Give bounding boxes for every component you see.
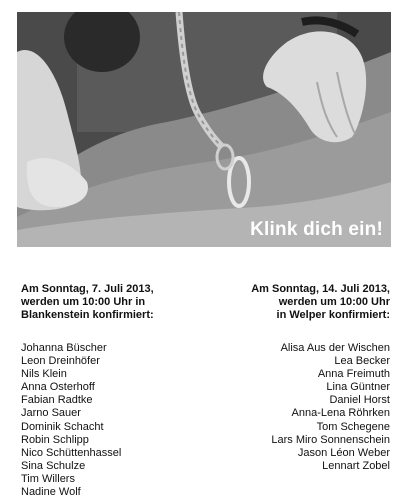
list-item: Fabian Radtke [21,394,93,407]
right-heading [215,283,390,322]
list-item: Robin Schlipp [21,433,89,446]
list-item: Nico Schüttenhassel [21,446,122,459]
list-item: Dominik Schacht [21,420,104,433]
list-item: Lars Miro Sonnenschein [271,433,390,446]
left-column [21,283,196,499]
list-item: Lina Güntner [326,381,390,394]
climbing-photo [17,12,391,247]
list-item: Anna-Lena Röhrken [291,407,390,420]
left-heading [21,283,196,322]
left-heading-line: Am Sonntag, 7. Juli 2013, [21,283,154,295]
right-column [215,283,390,473]
list-item: Tom Schegene [316,420,390,433]
right-name-list [215,342,390,473]
list-item: Jason Léon Weber [297,446,390,459]
list-item: Johanna Büscher [21,342,107,354]
left-heading-line: werden um 10:00 Uhr in [21,296,146,308]
list-item: Alisa Aus der Wischen [280,342,390,354]
list-item: Leon Dreinhöfer [21,355,100,368]
list-item: Anna Osterhoff [21,381,95,394]
list-item: Jarno Sauer [21,407,81,420]
right-heading-line: Am Sonntag, 14. Juli 2013, [251,283,390,295]
list-item: Anna Freimuth [317,368,390,381]
left-name-list [21,342,196,499]
list-item: Lennart Zobel [322,459,390,472]
list-item: Daniel Horst [329,394,390,407]
list-item: Lea Becker [334,355,390,368]
left-heading-line: Blankenstein konfirmiert: [21,309,154,321]
list-item: Tim Willers [21,472,75,485]
list-item: Nils Klein [21,368,67,381]
climbing-scene-graphic [17,12,391,247]
photo-caption: Klink dich ein! [250,219,383,240]
right-heading-line: in Welper konfirmiert: [276,309,390,321]
list-item: Nadine Wolf [21,486,81,499]
list-item: Sina Schulze [21,459,86,472]
right-heading-line: werden um 10:00 Uhr [278,296,390,308]
